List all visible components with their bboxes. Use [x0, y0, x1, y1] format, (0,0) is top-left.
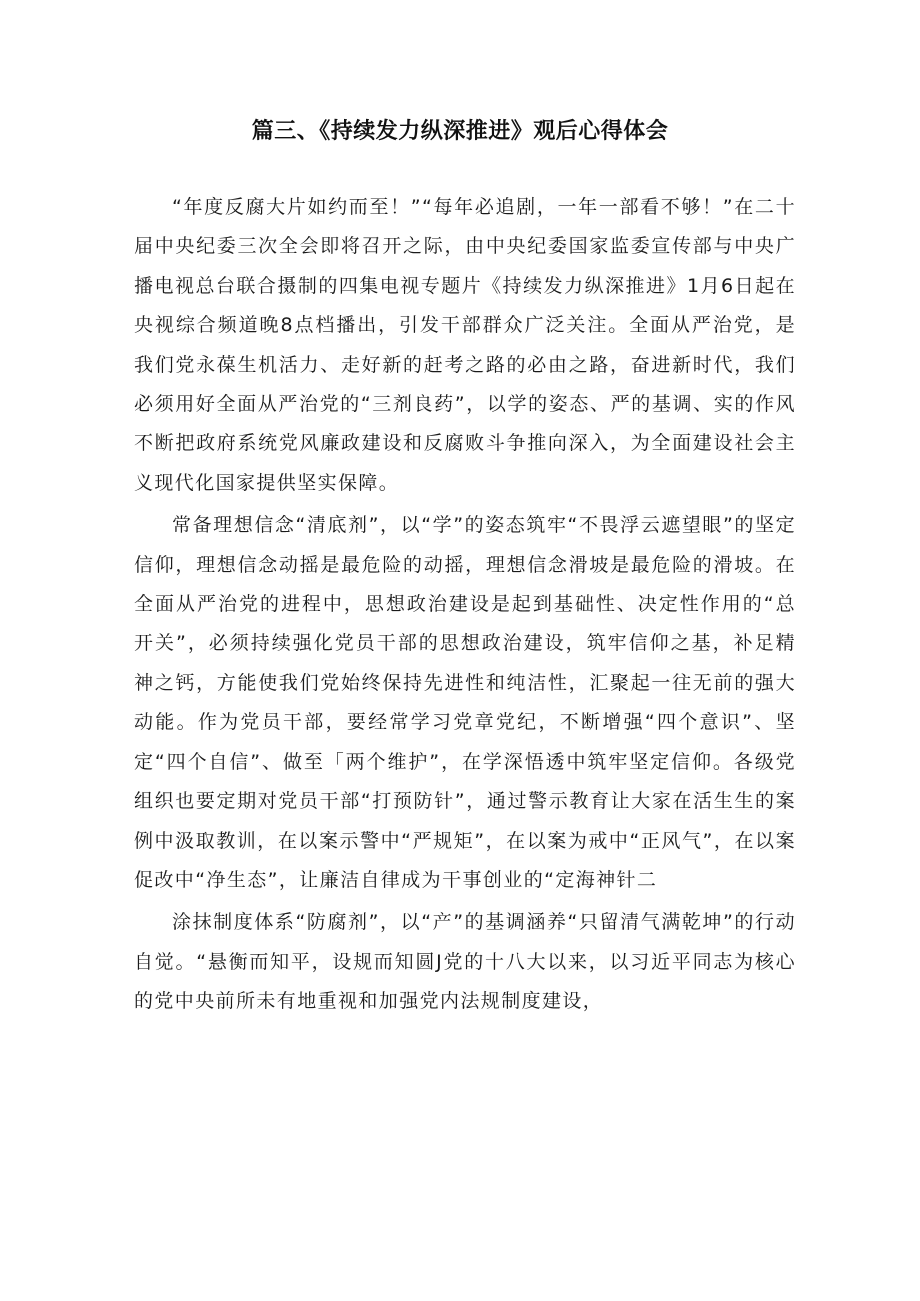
- document-title: 篇三、《持续发力纵深推进》观后心得体会: [251, 119, 669, 144]
- paragraph-institutions: 涂抹制度体系“防腐剂”，以“产”的基调涵养“只留清气满乾坤”的行动自觉。“悬衡而知平，设规而知圆J党的十八大以来，以习近平同志为核心的党中央前所未有地重视和加强党内法规制度建设，: [134, 911, 796, 1013]
- paragraph-intro: “年度反腐大片如约而至！”“每年必追剧，一年一部看不够！”在二十届中央纪委三次全会即将召开之际，由中央纪委国家监委宣传部与中央广播电视总台联合摄制的四集电视专题片《持续发力纵深推进》1月6日起在央视综合频道晚8点档播出，引发干部群众广泛关注。全面从严治党，是我们党永葆生机活力、走好新的赶考之路的必由之路，奋进新时代，我们必须用好全面从严治党的“三剂良药”，以学的姿态、严的基调、实的作风不断把政府系统党风廉政建设和反腐败斗争推向深入，为全面建设社会主义现代化国家提供坚实保障。: [134, 196, 796, 494]
- paragraph-ideals: 常备理想信念“清底剂”，以“学”的姿态筑牢“不畏浮云遮望眼”的坚定信仰，理想信念动摇是最危险的动摇，理想信念滑坡是最危险的滑坡。在全面从严治党的进程中，思想政治建设是起到基础性、决定性作用的“总开关”，必须持续强化党员干部的思想政治建设，筑牢信仰之基，补足精神之钙，方能使我们党始终保持先进性和纯洁性，汇聚起一往无前的强大动能。作为党员干部，要经常学习党章党纪，不断增强“四个意识”、坚定“四个自信”、做至「两个维护”，在学深悟透中筑牢坚定信仰。各级党组织也要定期对党员干部“打预防针”，通过警示教育让大家在活生生的案例中汲取教训，在以案示警中“严规矩”，在以案为戒中“正风气”，在以案促改中“净生态”，让廉洁自律成为干事创业的“定海神针二: [134, 514, 796, 891]
- document-body: [134, 188, 796, 1022]
